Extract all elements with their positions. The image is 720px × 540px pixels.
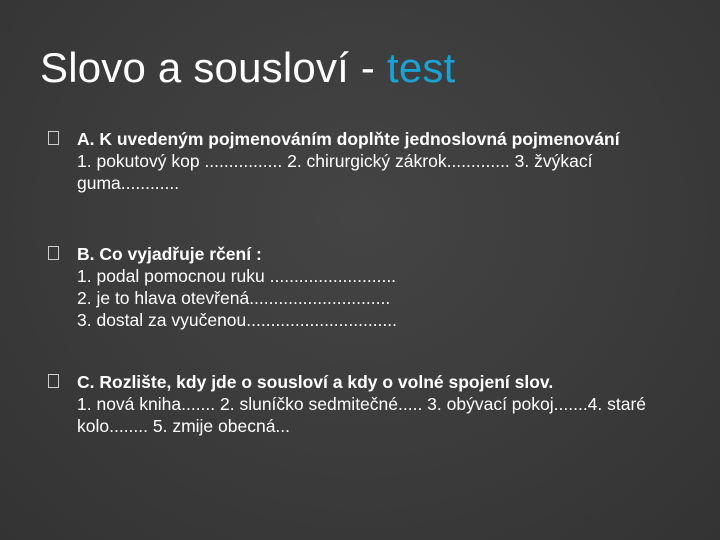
task-b-line-3: 3. dostal za vyučenou............................... [77,310,397,330]
missing-glyph-box-icon [48,374,59,388]
task-b-heading: B. Co vyjadřuje rčení : [77,244,262,264]
task-a-heading: A. K uvedeným pojmenováním doplňte jednoslovná pojmenování [77,129,620,149]
task-a-line-1: 1. pokutový kop ................ 2. chirurgický zákrok............. 3. žvýkací guma............ [77,151,593,193]
title-accent: test [386,44,456,91]
task-b-line-1: 1. podal pomocnou ruku .......................... [77,266,397,286]
task-b-line-2: 2. je to hlava otevřená............................. [77,288,391,308]
task-c [48,371,668,437]
missing-glyph-box-icon [48,131,59,145]
task-a [48,128,668,194]
task-b [48,243,668,331]
title-main: Slovo a sousloví - [40,44,387,91]
missing-glyph-box-icon [48,246,59,260]
task-c-heading: C. Rozlište, kdy jde o sousloví a kdy o volné spojení slov. [77,372,554,392]
slide-title [40,44,455,92]
task-c-line-1: 1. nová kniha....... 2. sluníčko sedmitečné..... 3. obývací pokoj.......4. staré kolo........ 5. zmije obecná... [77,394,647,436]
